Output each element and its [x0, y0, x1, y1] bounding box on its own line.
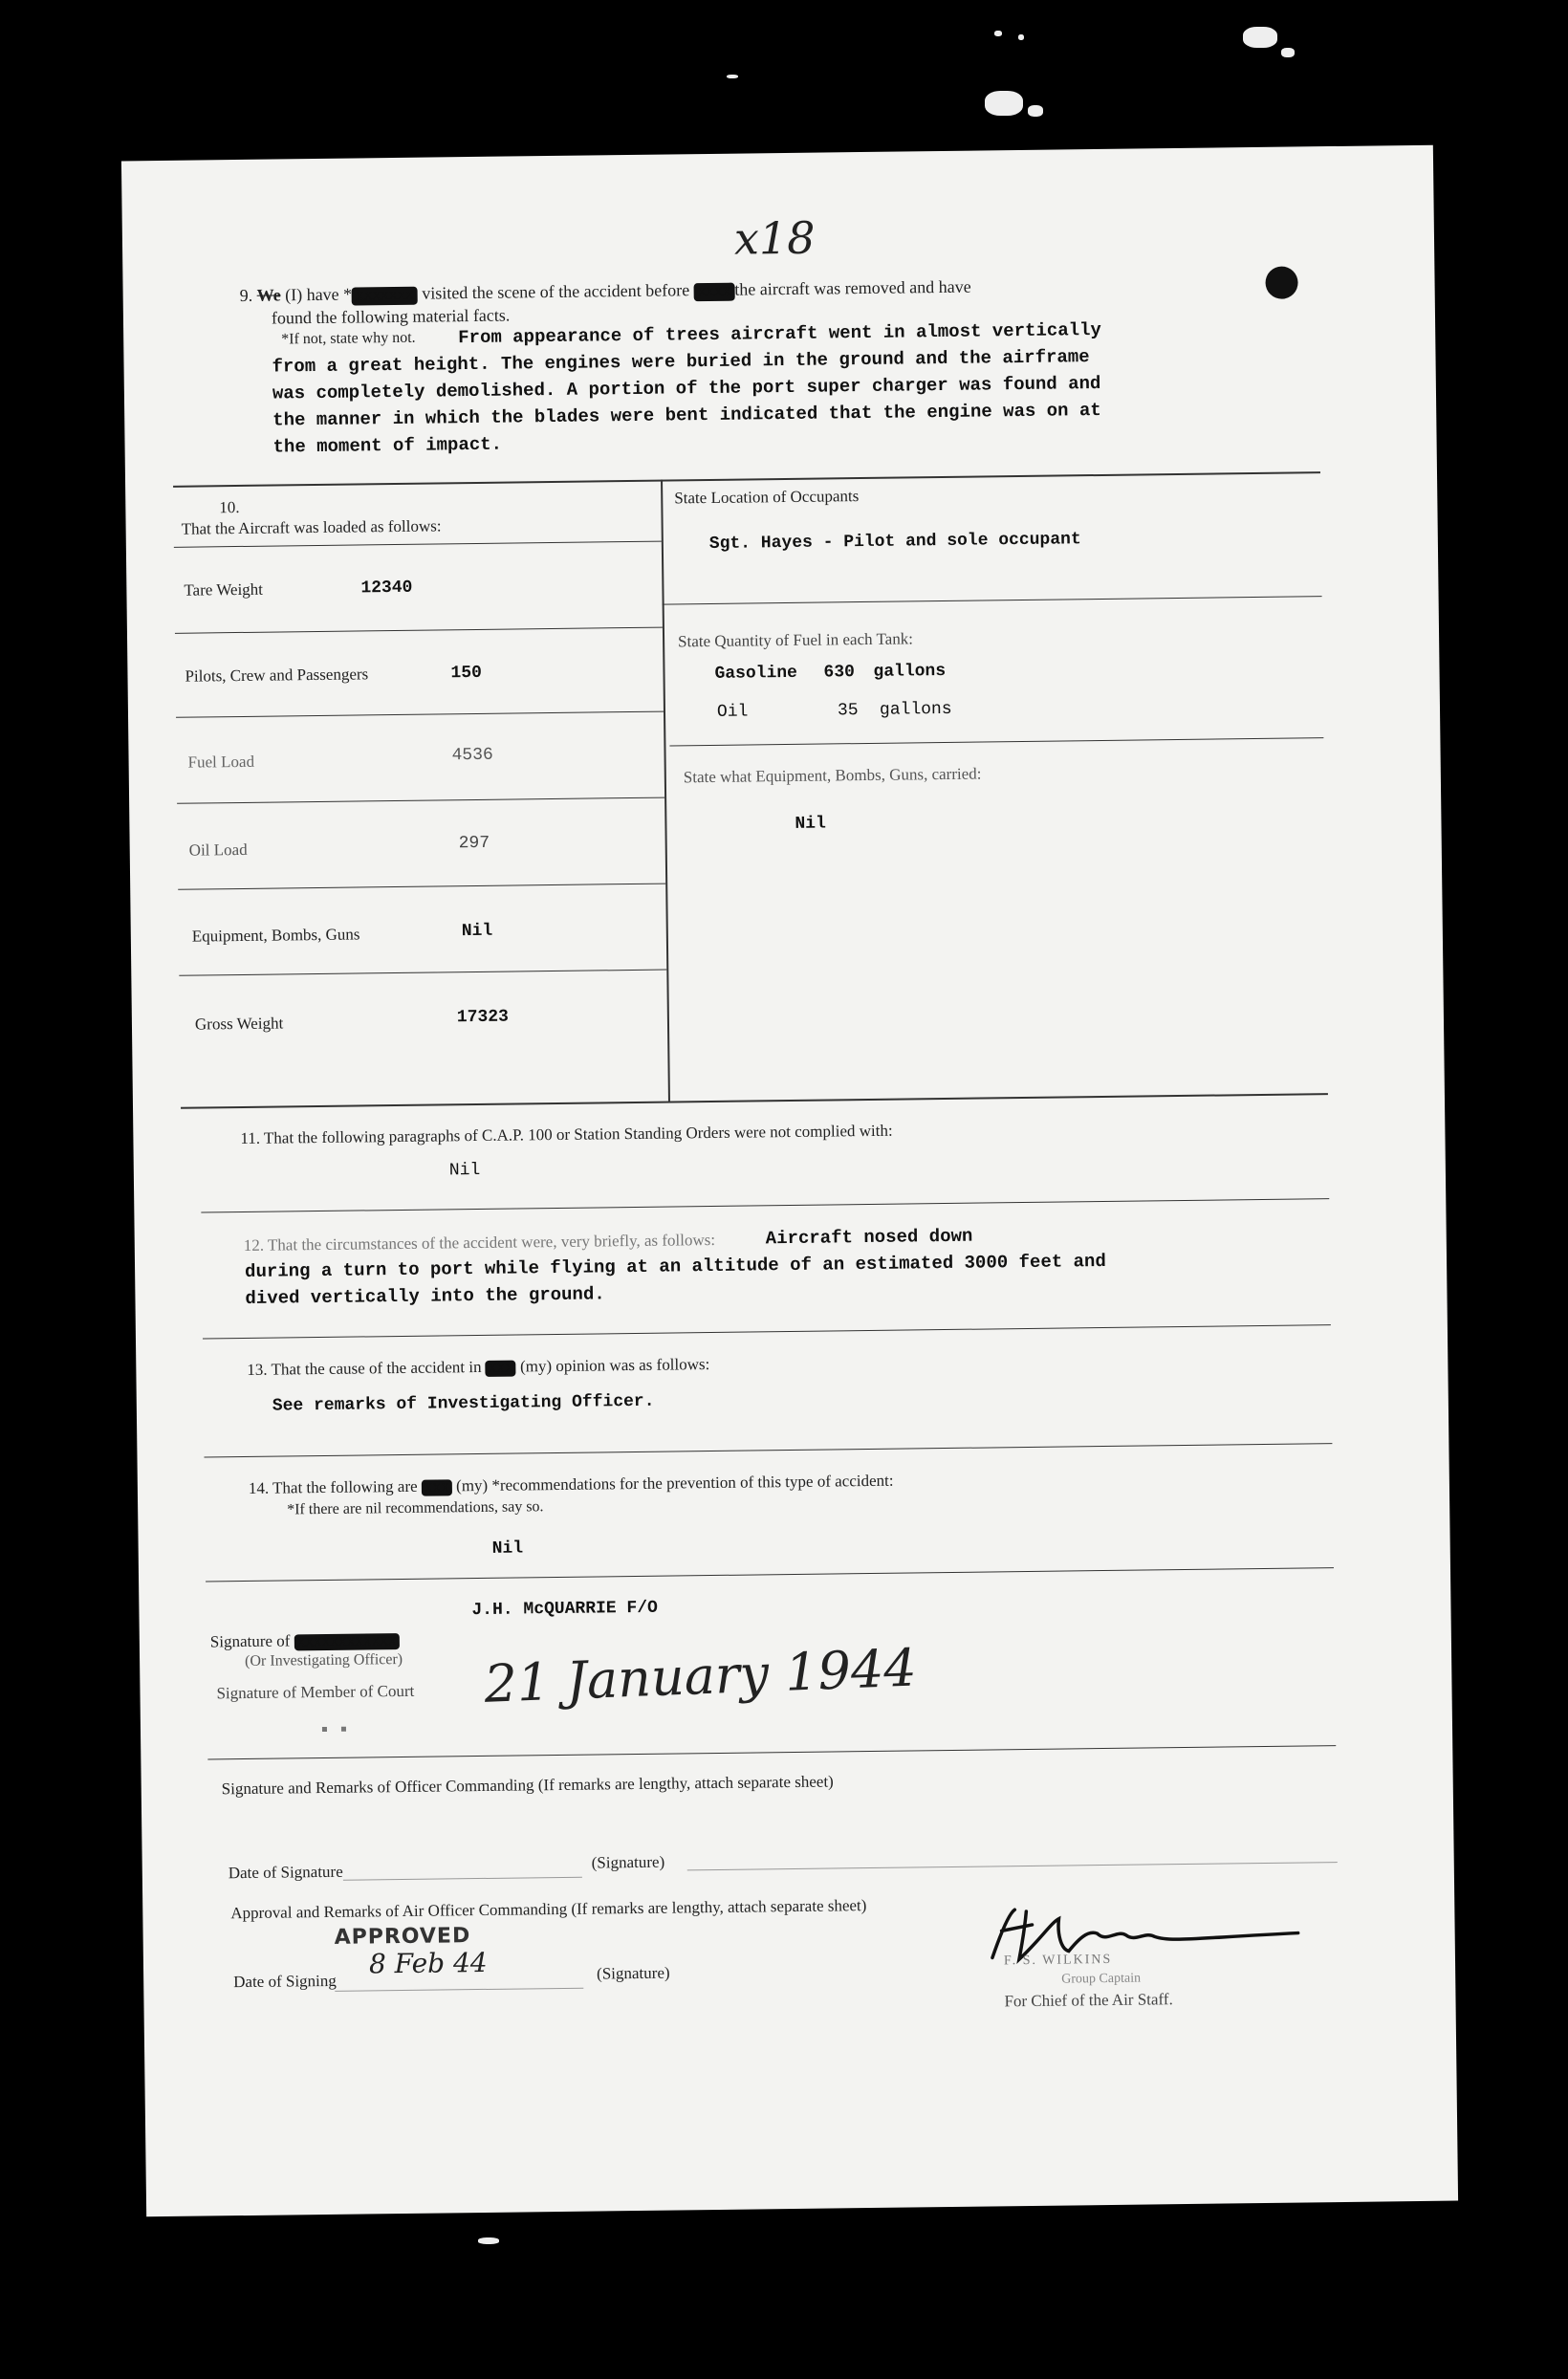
blank-line — [343, 1877, 582, 1881]
row-rule — [669, 737, 1323, 746]
occupants-label: State Location of Occupants — [674, 487, 860, 508]
section13-value: See remarks of Investigating Officer. — [272, 1391, 655, 1416]
fuel-amount-oil: 35 — [837, 701, 859, 721]
section12-text: 12. That the circumstances of the accident were, very briefly, as follows: — [243, 1230, 716, 1255]
section10-number: 10. — [219, 497, 240, 517]
signature-label: Signature of — [209, 1631, 291, 1651]
speck — [341, 1727, 346, 1732]
row-rule — [179, 970, 666, 976]
fuel-type-oil: Oil — [716, 702, 749, 722]
section14-text-b: (my) *recommendations for the prevention of this type of accident: — [455, 1471, 894, 1495]
fuel-unit-gasoline: gallons — [873, 661, 947, 682]
load-label-gross: Gross Weight — [194, 1014, 284, 1034]
divider — [203, 1324, 1331, 1339]
section14-text-a: 14. That the following are — [248, 1476, 418, 1497]
speck — [322, 1727, 327, 1732]
load-value-gross: 17323 — [456, 1007, 510, 1028]
punch-hole — [1265, 266, 1297, 298]
stamp-name: F. S. WILKINS — [1003, 1952, 1113, 1969]
divider — [173, 471, 1320, 488]
date-of-signature-label: Date of Signature — [228, 1862, 343, 1883]
section9-text-c: the aircraft was removed and have — [734, 276, 971, 299]
blank-line — [687, 1862, 1338, 1870]
load-label-fuel: Fuel Load — [187, 752, 255, 772]
row-rule — [177, 797, 664, 804]
fuel-amount-gasoline: 630 — [823, 663, 856, 683]
section14-text — [249, 1472, 894, 1498]
section11-text: 11. That the following paragraphs of C.A.P. 100 or Station Standing Orders were not complied with: — [240, 1121, 893, 1148]
section9-typed-line: from a great height. The engines were buried in the ground and the airframe — [272, 346, 1090, 378]
redaction-block: XXXXXXXXXXXX — [294, 1633, 400, 1650]
equipment-label: State what Equipment, Bombs, Guns, carried: — [683, 764, 982, 787]
section12-typed-line: dived vertically into the ground. — [245, 1283, 605, 1309]
section11-value: Nil — [448, 1160, 481, 1181]
signature-label: (Signature) — [591, 1852, 665, 1872]
redaction-block: XXXX — [694, 283, 735, 302]
row-rule — [176, 711, 664, 718]
load-value-fuel: 4536 — [451, 745, 493, 766]
section9-typed-line: the moment of impact. — [272, 433, 503, 458]
load-value-oil: 297 — [458, 833, 490, 854]
fuel-type-gasoline: Gasoline — [714, 663, 798, 684]
row-rule — [174, 541, 662, 548]
page-mark: x18 — [733, 211, 816, 265]
section13-text-b: (my) opinion was as follows: — [519, 1355, 710, 1376]
row-rule — [175, 627, 663, 634]
section13-text — [247, 1355, 709, 1380]
section14-note: *If there are nil recommendations, say so. — [287, 1498, 544, 1518]
stamp-rank: Group Captain — [1061, 1971, 1142, 1987]
column-divider — [661, 480, 670, 1102]
section9-struck-text: We — [256, 285, 281, 305]
oc-remarks-label: Signature and Remarks of Officer Commanding (If remarks are lengthy, attach separate sheet) — [221, 1772, 834, 1799]
section9-typed-line: the manner in which the blades were bent indicated that the engine was on at — [272, 399, 1101, 431]
section12-typed-line: Aircraft nosed down — [765, 1225, 973, 1250]
load-value-crew: 150 — [450, 663, 483, 684]
section9-number: 9. — [239, 285, 253, 305]
section9-text-a: (I) have * — [285, 284, 353, 305]
section9-line2: found the following material facts. — [271, 305, 511, 328]
fuel-unit-oil: gallons — [879, 699, 952, 720]
occupants-value: Sgt. Hayes - Pilot and sole occupant — [708, 530, 1081, 554]
blank-line — [335, 1988, 583, 1992]
section9-text-b: visited the scene of the accident before — [422, 280, 690, 303]
chief-of-air-staff: For Chief of the Air Staff. — [1004, 1990, 1173, 2011]
signature-line — [210, 1630, 400, 1651]
divider — [206, 1567, 1334, 1582]
typed-officer-name: J.H. McQUARRIE F/O — [471, 1598, 659, 1621]
load-label-oil: Oil Load — [188, 840, 248, 860]
load-value-tare: 12340 — [360, 578, 413, 599]
load-label-equipment: Equipment, Bombs, Guns — [191, 925, 360, 946]
handwritten-date: 21 January 1944 — [483, 1637, 918, 1714]
section10-heading: That the Aircraft was loaded as follows: — [181, 516, 442, 538]
load-value-equipment: Nil — [461, 921, 493, 942]
signature-label: (Signature) — [596, 1963, 670, 1983]
load-label-crew: Pilots, Crew and Passengers — [185, 665, 369, 686]
divider — [204, 1443, 1332, 1457]
date-of-signing-label: Date of Signing — [233, 1971, 337, 1992]
row-rule — [178, 884, 665, 890]
divider — [201, 1198, 1329, 1212]
fuel-label: State Quantity of Fuel in each Tank: — [677, 629, 914, 651]
section9-typed-line: was completely demolished. A portion of the port super charger was found and — [272, 372, 1101, 404]
investigating-officer-label: (Or Investigating Officer) — [244, 1650, 403, 1670]
approved-stamp: APPROVED — [334, 1924, 471, 1950]
redaction-block: XXX — [422, 1479, 452, 1495]
divider — [181, 1093, 1328, 1109]
equipment-value: Nil — [795, 814, 826, 834]
section9-typed-line: From appearance of trees aircraft went in almost vertically — [458, 318, 1102, 349]
section9-line1 — [240, 277, 971, 307]
section9-if-not: *If not, state why not. — [281, 329, 416, 348]
aoc-remarks-label: Approval and Remarks of Air Officer Commanding (If remarks are lengthy, attach separate sheet) — [230, 1896, 867, 1923]
section13-text-a: 13. That the cause of the accident in — [247, 1357, 482, 1379]
document-page — [121, 145, 1458, 2217]
section12-typed-line: during a turn to port while flying at an altitude of an estimated 3000 feet and — [244, 1250, 1106, 1282]
date-of-signing-value: 8 Feb 44 — [368, 1946, 488, 1980]
redaction-block: XXXXXXX — [352, 287, 418, 306]
row-rule — [663, 596, 1322, 604]
member-of-court-label: Signature of Member of Court — [216, 1681, 415, 1703]
section14-value: Nil — [491, 1539, 524, 1559]
redaction-block: XXX — [486, 1361, 516, 1377]
load-label-tare: Tare Weight — [184, 579, 264, 600]
divider — [207, 1745, 1336, 1759]
